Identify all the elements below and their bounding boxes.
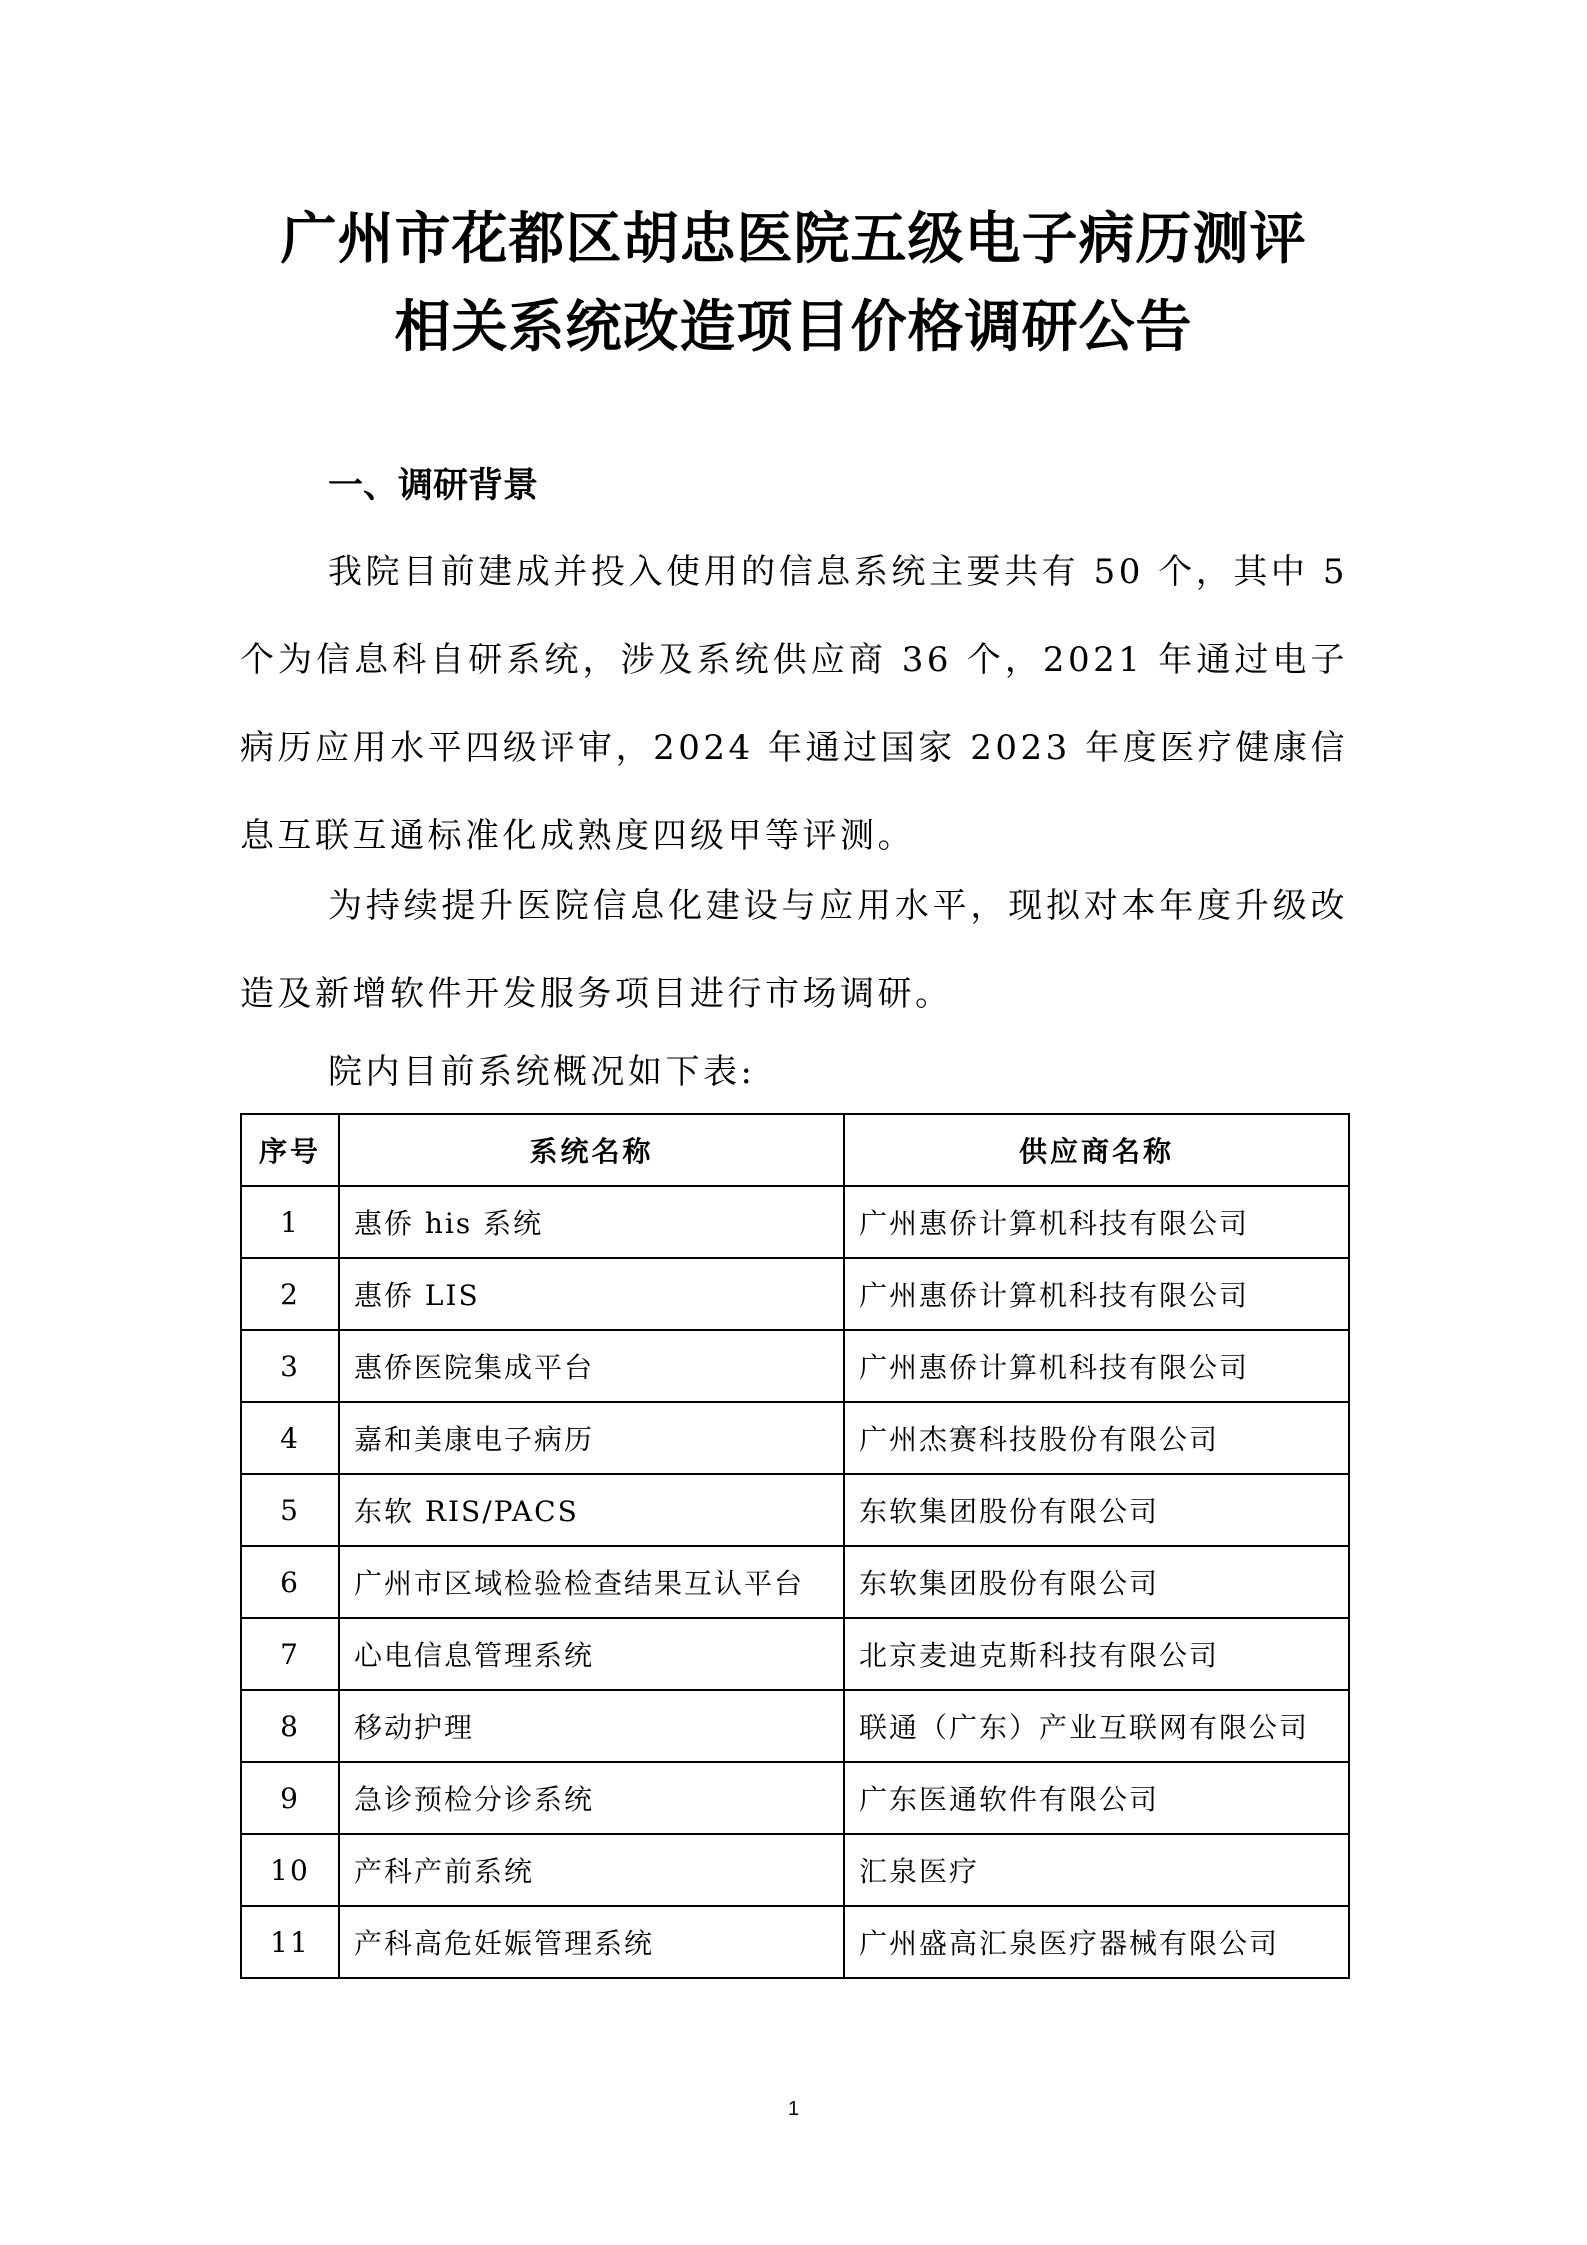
row-number: 1 [241,1186,339,1258]
document-title-line-2: 相关系统改造项目价格调研公告 [394,295,1193,360]
system-name-cell: 产科高危妊娠管理系统 [339,1906,844,1978]
vendor-name-cell: 广州惠侨计算机科技有限公司 [844,1186,1349,1258]
system-name-cell: 惠侨 LIS [339,1258,844,1330]
paragraph-background-1: 我院目前建成并投入使用的信息系统主要共有 50 个，其中 5 个为信息科自研系统，涉及系统供应商 36 个，2021 年通过电子病历应用水平四级评审，2024 年通过国家 2023 年度医疗健康信息互联互通标准化成熟度四级甲等评测。 [240,552,1348,856]
header-system-name: 系统名称 [339,1114,844,1186]
table-row [241,1258,1349,1330]
document-title [0,196,1587,372]
vendor-name-cell: 广州杰赛科技股份有限公司 [844,1402,1349,1474]
row-number: 2 [241,1258,339,1330]
table-row [241,1762,1349,1834]
table-row [241,1546,1349,1618]
row-number: 8 [241,1690,339,1762]
row-number: 4 [241,1402,339,1474]
table-row [241,1186,1349,1258]
system-name-cell: 惠侨 his 系统 [339,1186,844,1258]
page-number: 1 [787,2098,800,2120]
table-row [241,1330,1349,1402]
section-heading-background: 一、调研背景 [328,466,539,506]
table-row [241,1402,1349,1474]
vendor-name-cell: 东软集团股份有限公司 [844,1474,1349,1546]
vendor-name-cell: 汇泉医疗 [844,1834,1349,1906]
system-name-cell: 惠侨医院集成平台 [339,1330,844,1402]
vendor-name-cell: 广州惠侨计算机科技有限公司 [844,1330,1349,1402]
row-number: 6 [241,1546,339,1618]
row-number: 5 [241,1474,339,1546]
system-name-cell: 产科产前系统 [339,1834,844,1906]
table-row [241,1834,1349,1906]
header-vendor-name: 供应商名称 [844,1114,1349,1186]
row-number: 9 [241,1762,339,1834]
document-title-line-1: 广州市花都区胡忠医院五级电子病历测评 [280,207,1307,272]
header-no: 序号 [241,1114,339,1186]
system-name-cell: 嘉和美康电子病历 [339,1402,844,1474]
table-row [241,1474,1349,1546]
table-body [241,1186,1349,1978]
vendor-name-cell: 联通（广东）产业互联网有限公司 [844,1690,1349,1762]
table-row [241,1690,1349,1762]
row-number: 7 [241,1618,339,1690]
system-name-cell: 移动护理 [339,1690,844,1762]
row-number: 11 [241,1906,339,1978]
system-overview-table [240,1113,1350,1979]
system-name-cell: 东软 RIS/PACS [339,1474,844,1546]
row-number: 10 [241,1834,339,1906]
paragraph-table-intro: 院内目前系统概况如下表: [328,1052,756,1092]
system-name-cell: 广州市区域检验检查结果互认平台 [339,1546,844,1618]
vendor-name-cell: 广州盛高汇泉医疗器械有限公司 [844,1906,1349,1978]
paragraph-background-2: 为持续提升医院信息化建设与应用水平，现拟对本年度升级改造及新增软件开发服务项目进行市场调研。 [240,886,1348,1014]
table-row [241,1906,1349,1978]
vendor-name-cell: 广州惠侨计算机科技有限公司 [844,1258,1349,1330]
vendor-name-cell: 北京麦迪克斯科技有限公司 [844,1618,1349,1690]
vendor-name-cell: 东软集团股份有限公司 [844,1546,1349,1618]
row-number: 3 [241,1330,339,1402]
table-row [241,1618,1349,1690]
vendor-name-cell: 广东医通软件有限公司 [844,1762,1349,1834]
system-name-cell: 急诊预检分诊系统 [339,1762,844,1834]
table-header-row [241,1114,1349,1186]
system-name-cell: 心电信息管理系统 [339,1618,844,1690]
